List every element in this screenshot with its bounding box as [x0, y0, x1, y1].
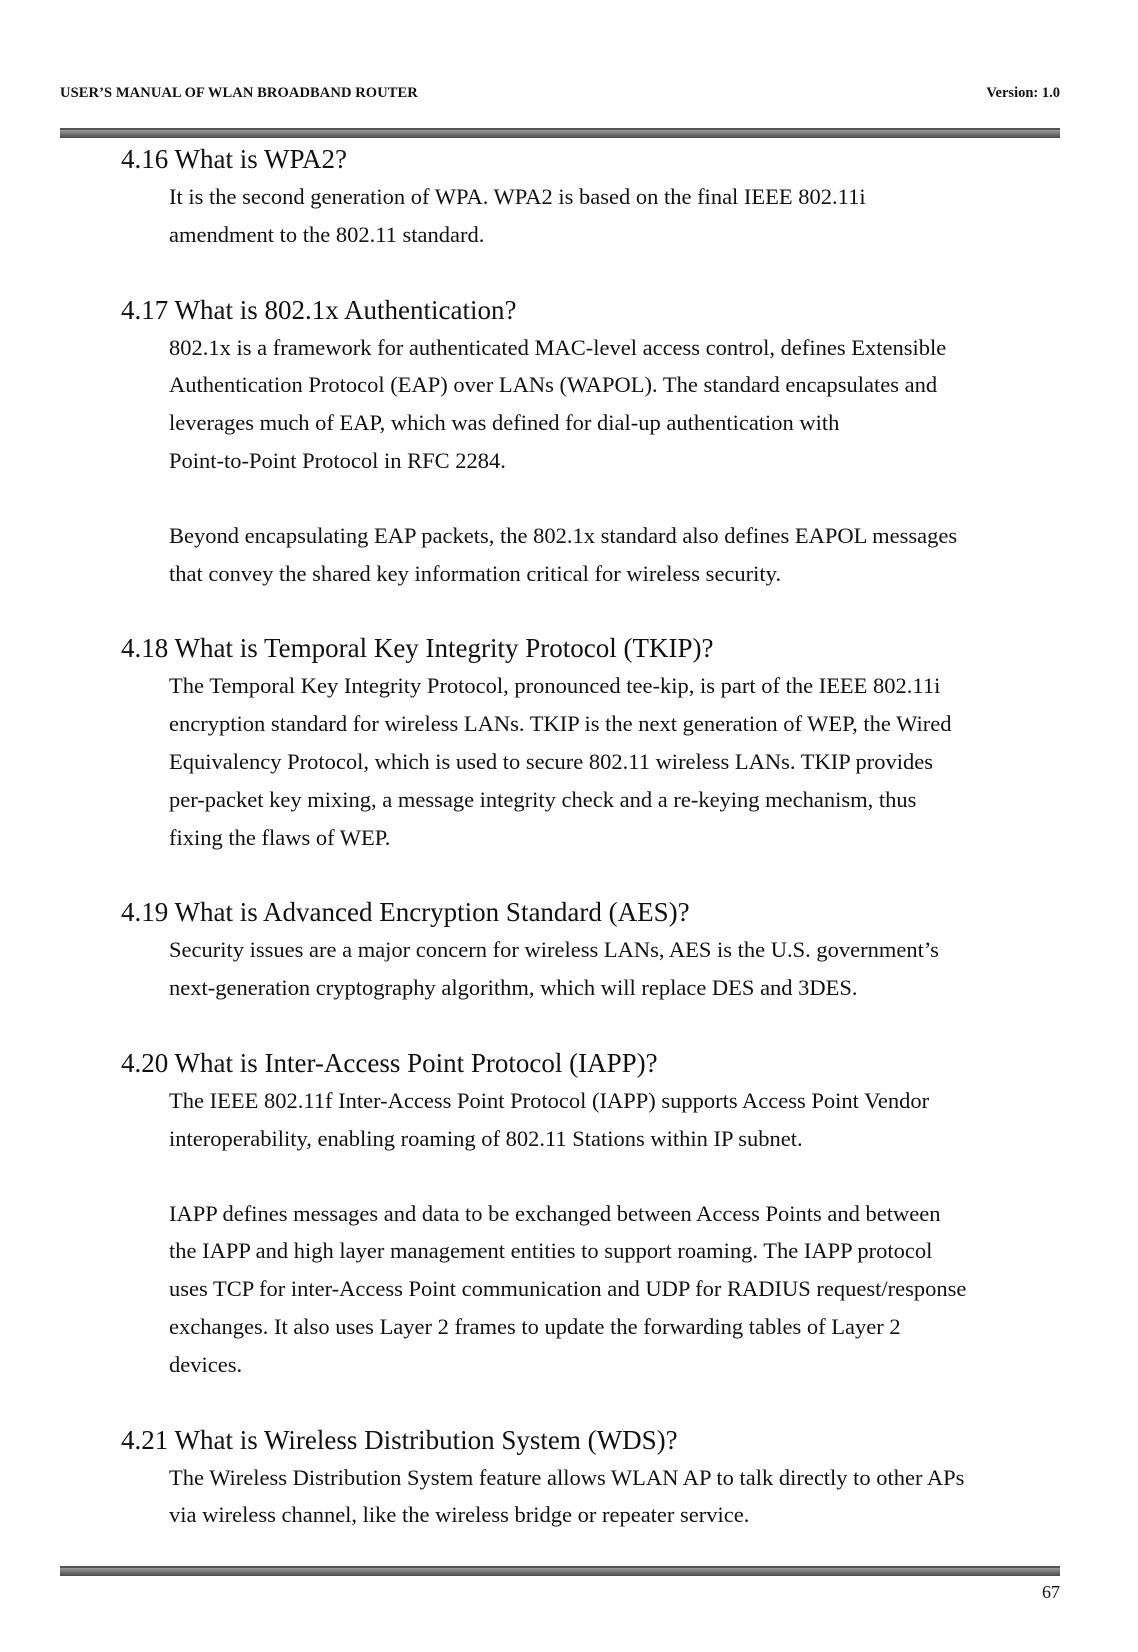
section-8021x-authentication	[121, 291, 1071, 593]
section-aes	[121, 893, 1071, 1007]
section-wpa2	[121, 140, 1071, 254]
section-iapp	[121, 1044, 1071, 1384]
footer-rule	[60, 1566, 1060, 1576]
section-tkip	[121, 629, 1071, 856]
section-paragraph: It is the second generation of WPA. WPA2 is based on the final IEEE 802.11i amendment to the 802.11 standard.	[169, 184, 866, 247]
section-paragraph: Beyond encapsulating EAP packets, the 802.1x standard also defines EAPOL messages that convey the shared key information critical for wireless security.	[169, 522, 958, 586]
page-number: 67	[1042, 1582, 1060, 1602]
section-paragraph: The Temporal Key Integrity Protocol, pronounced tee-kip, is part of the IEEE 802.11i encryption standard for wireless LANs. TKIP is the next generation of WEP, the Wired Equivalency Protocol, which is used to secure 802.11 wireless LANs. TKIP provides per-packet key mixing, a message integrity check and a re-keying mechanism, thus fixing the flaws of WEP.	[169, 673, 952, 850]
section-paragraph: 802.1x is a framework for authenticated MAC-level access control, defines Extensible Authentication Protocol (EAP) over LANs (WAPOL). The standard encapsulates and leverages much of EAP, which was defined for dial-up authentication with Point-to-Point Protocol in RFC 2284.	[169, 334, 947, 473]
section-paragraph: The IEEE 802.11f Inter-Access Point Protocol (IAPP) supports Access Point Vendor interoperability, enabling roaming of 802.11 Stations within IP subnet.	[169, 1087, 930, 1151]
section-title: 4.20 What is Inter-Access Point Protocol (IAPP)?	[121, 1047, 658, 1078]
section-title: 4.16 What is WPA2?	[121, 144, 348, 174]
header-rule	[60, 128, 1060, 138]
manual-content	[121, 140, 1071, 1571]
document-header-title: USER’S MANUAL OF WLAN BROADBAND ROUTER	[60, 85, 418, 101]
section-paragraph: IAPP defines messages and data to be exchanged between Access Points and between the IAPP and high layer management entities to support roaming. The IAPP protocol uses TCP for inter-Access Point communication and UDP for RADIUS request/response exchanges. It also uses Layer 2 frames to update the forwarding tables of Layer 2 devices.	[169, 1200, 967, 1377]
section-paragraph: The Wireless Distribution System feature allows WLAN AP to talk directly to other APs via wireless channel, like the wireless bridge or repeater service.	[169, 1464, 965, 1528]
document-version: Version: 1.0	[986, 85, 1060, 101]
section-wds	[121, 1421, 1071, 1535]
section-title: 4.19 What is Advanced Encryption Standard (AES)?	[121, 897, 690, 928]
section-title: 4.17 What is 802.1x Authentication?	[121, 294, 517, 325]
section-title: 4.18 What is Temporal Key Integrity Protocol (TKIP)?	[121, 633, 714, 664]
section-paragraph: Security issues are a major concern for wireless LANs, AES is the U.S. government’s next-generation cryptography algorithm, which will replace DES and 3DES.	[169, 937, 939, 1001]
section-title: 4.21 What is Wireless Distribution System (WDS)?	[121, 1424, 678, 1455]
